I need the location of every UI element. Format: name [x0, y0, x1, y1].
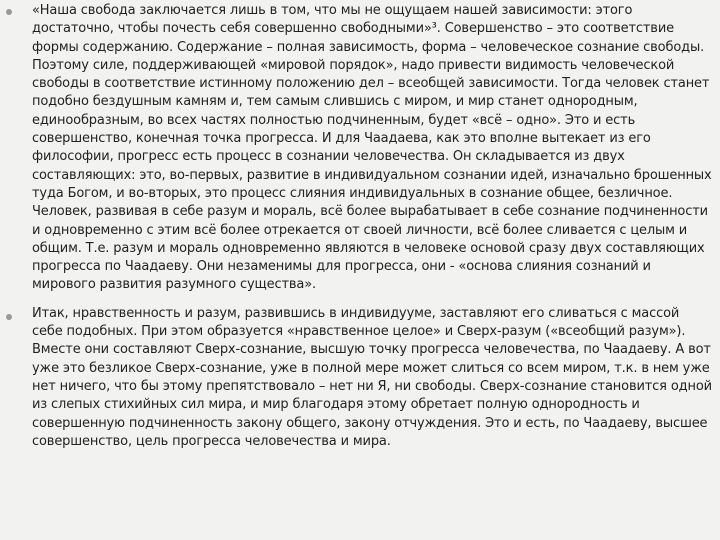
paragraph: Человек, развивая в себе разум и мораль, всё более вырабатывает в себе сознание подчиненности и одновременно с этим всё более отрекается от своей личности, всё более сливается с целым и общим. Т.е. разум и мораль одновременно являются в человеке основой сразу двух составляющих прогресса по Чаадаеву. Они незаменимы для прогресса, они - «основа слияния сознаний и мирового развития разумного существа».	[32, 204, 708, 293]
bullet-item-1	[6, 0, 712, 295]
bullet-item-2	[6, 305, 712, 451]
paragraph: Итак, нравственность и разум, развившись в индивидууме, заставляют его сливаться с массой себе подобных. При этом образуется «нравственное целое» и Сверх-разум («всеобщий разум»). Вместе они составляют Сверх-сознание, высшую точку прогресса человечества, по Чаадаеву. А вот уже это безликое Сверх-сознание, уже в полной мере может слиться со всем миром, т.к. в нем уже нет ничего, что бы этому препятствовало – нет ни Я, ни свободы. Сверх-сознание становится одной из слепых стихийных сил мира, и мир благодаря этому обретает полную однородность и совершенную подчиненность закону общего, закону отчуждения. Это и есть, по Чаадаеву, высшее совершенство, цель прогресса человечества и мира.	[32, 305, 712, 449]
bullet-text	[14, 305, 712, 451]
paragraph: «Наша свобода заключается лишь в том, что мы не ощущаем нашей зависимости: этого достаточно, чтобы почесть себя совершенно свободными»³. Совершенство – это соответствие формы содержанию. Содержание – полная зависимость, форма – человеческое сознание свободы. Поэтому силе, поддерживающей «мировой порядок», надо привести видимость человеческой свободы в соответствие истинному положению дел – всеобщей зависимости. Тогда человек станет подобно бездушным камням и, тем самым слившись с миром, и мир станет однородным, единообразным, во всех частях полностью подчиненным, будет «всё – одно». Это и есть совершенство, конечная точка прогресса. И для Чаадаева, как это вполне вытекает из его философии, прогресс есть процесс в сознании человечества. Он складывается из двух составляющих: это, во-первых, развитие в индивидуальном сознании идей, изначально брошенных туда Богом, и во-вторых, это процесс слияния индивидуальных в сознание общее, безличное.	[32, 3, 712, 201]
bullet-text	[14, 0, 712, 295]
